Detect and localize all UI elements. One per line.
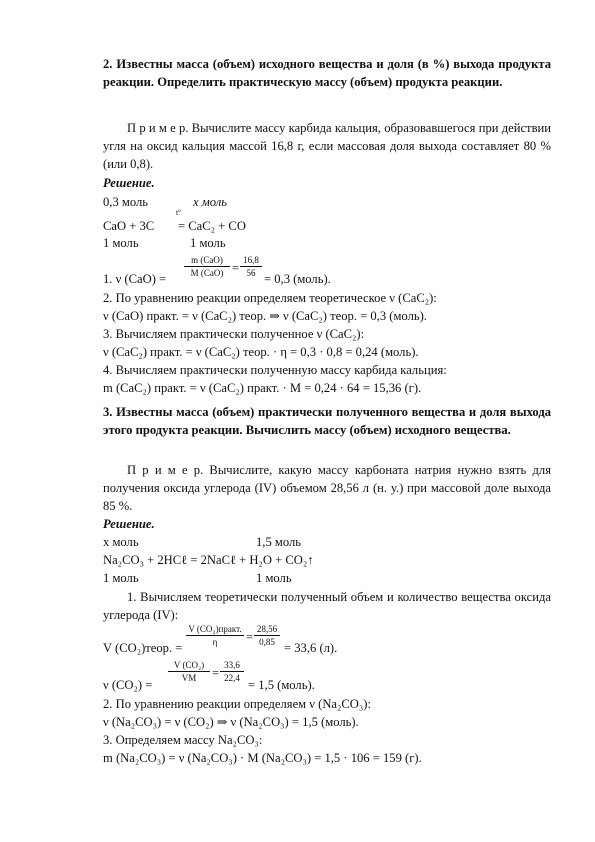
s2-step4-equation: m (CaC₂) практ. = ν (CaC₂) практ. · M = 0,24 · 64 = 15,36 (г). [103, 381, 422, 395]
s3-amount-lhs: ν (CO₂) = [103, 678, 153, 692]
s3-volume-fraction-line-2 [254, 635, 280, 636]
s3-amount-result: = 1,5 (моль). [248, 678, 315, 692]
s3-step3-equation: m (Na₂CO₃) = ν (Na₂CO₃) · M (Na₂CO₃) = 1,5 · 106 = 159 (г). [103, 751, 422, 765]
section-2-example: П р и м е р. Вычислите массу карбида кальция, образовавшегося при действии угля на оксид кальция массой 16,8 г, если массовая доля выхода составляет 80 % (или 0,8). [103, 121, 551, 171]
s3-amount-fraction-line [168, 671, 210, 672]
s2-step1-denominator-2: 56 [246, 268, 256, 278]
s2-top-right: x моль [193, 195, 227, 209]
s2-step1-lhs: 1. ν (CaO) = [103, 272, 167, 286]
s2-step1-fraction-line [184, 266, 230, 267]
s3-volume-equals: = [246, 630, 254, 644]
s2-step4: 4. Вычисляем практически полученную массу карбида кальция: [103, 363, 447, 377]
s2-step1-fraction-line-2 [240, 266, 262, 267]
section-3-heading: 3. Известны масса (объем) практически полученного вещества и доля выхода этого продукта реакции. Вычислить массу (объем) исходного вещества. [103, 405, 551, 437]
section-2-solution-label: Решение. [103, 176, 155, 190]
s2-step2: 2. По уравнению реакции определяем теоретическое ν (CaC₂): [103, 291, 437, 305]
section-3-example: П р и м е р. Вычислите, какую массу карбоната натрия нужно взять для получения оксида углерода (IV) объемом 28,56 л (н. у.) при массовой доле выхода 85 %. [103, 463, 551, 513]
s3-volume-result: = 33,6 (л). [284, 641, 338, 655]
s3-bottom-left: 1 моль [103, 571, 139, 585]
section-3-solution-label: Решение. [103, 517, 155, 531]
s3-top-right: 1,5 моль [256, 535, 302, 549]
s3-amount-denominator: VM [181, 673, 197, 683]
s3-amount-equals: = [212, 666, 220, 680]
s2-step1-equals: = [232, 261, 240, 275]
s2-step2-equation: ν (CaO) практ. = ν (CaC₂) теор. ⇒ ν (CaC₂) теор. = 0,3 (моль). [103, 309, 427, 323]
s3-volume-fraction-line [186, 635, 244, 636]
s2-equation-temp: tº [176, 208, 181, 217]
s3-step2: 2. По уравнению реакции определяем ν (Na₂CO₃): [103, 697, 371, 711]
s2-step1-numerator: m (CaO) [191, 255, 223, 265]
s2-step1-denominator: M (CaO) [190, 268, 224, 278]
s3-volume-denominator: η [212, 637, 218, 647]
s2-equation-left: CaO + 3C [103, 219, 155, 233]
s3-amount-fraction-line-2 [220, 671, 244, 672]
s3-step3: 3. Определяем массу Na₂CO₃: [103, 733, 263, 747]
s3-volume-numerator: V (CO₂)практ. [188, 624, 242, 634]
s3-step1: 1. Вычисляем теоретически полученный объем и количество вещества оксида углерода (IV): [103, 590, 551, 622]
s3-bottom-right: 1 моль [256, 571, 292, 585]
s3-amount-numerator-2: 33,6 [224, 660, 240, 670]
section-2-heading: 2. Известны масса (объем) исходного вещества и доля (в %) выхода продукта реакции. Определить практическую массу (объем) продукта реакции. [103, 57, 551, 89]
s3-volume-denominator-2: 0,85 [259, 637, 275, 647]
s3-volume-numerator-2: 28,56 [256, 624, 278, 634]
s2-step3-equation: ν (CaC₂) практ. = ν (CaC₂) теор. · η = 0,3 · 0,8 = 0,24 (моль). [103, 345, 419, 359]
s3-volume-lhs: V (CO₂)теор. = [103, 641, 183, 655]
s2-top-left: 0,3 моль [103, 195, 149, 209]
s2-bottom-right: 1 моль [190, 236, 226, 250]
s3-equation: Na₂CO₃ + 2HCℓ = 2NaCℓ + H₂O + CO₂↑ [103, 553, 314, 567]
s2-bottom-left: 1 моль [103, 236, 139, 250]
s3-amount-denominator-2: 22,4 [224, 673, 240, 683]
s2-step3: 3. Вычисляем практически полученное ν (CaC₂): [103, 327, 365, 341]
s2-step1-numerator-2: 16,8 [243, 255, 259, 265]
s3-top-left: x моль [103, 535, 139, 549]
s3-step2-equation: ν (Na₂CO₃) = ν (CO₂) ⇒ ν (Na₂CO₃) = 1,5 (моль). [103, 715, 359, 729]
s2-equation-right: = CaC₂ + CO [178, 219, 246, 233]
s3-amount-numerator: V (CO₂) [173, 660, 205, 670]
s2-step1-result: = 0,3 (моль). [264, 272, 331, 286]
